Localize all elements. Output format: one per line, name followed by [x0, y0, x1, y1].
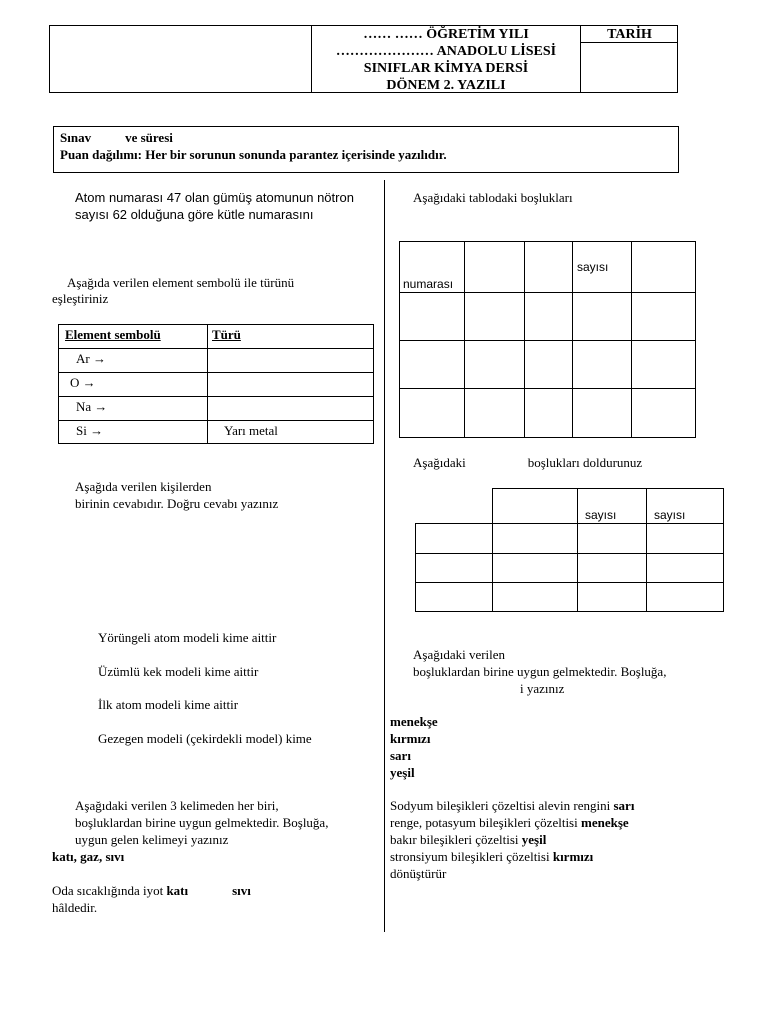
q4-end: hâldedir. [52, 900, 98, 915]
symbol-table-row-ar: Ar → [76, 351, 106, 366]
symbol-table-header-symbol: Element sembolü [65, 327, 161, 342]
q4-line3: uygun gelen kelimeyi yazınız [75, 832, 229, 847]
table1-row-line [399, 292, 696, 293]
symbol-table-col-divider [207, 324, 208, 444]
symbol-table-row-line [58, 396, 374, 397]
q4-line2: boşluklardan birine uygun gelmektedir. Boşluğa, [75, 815, 329, 830]
color-word-2: kırmızı [390, 731, 431, 746]
model-question-2: Üzümlü kek modeli kime aittir [98, 664, 259, 679]
header-school-line: ………………… ANADOLU LİSESİ [335, 44, 557, 59]
q4-sentence [52, 883, 251, 899]
header-course-line: SINIFLAR KİMYA DERSİ [363, 61, 529, 76]
exam-duration-line [60, 130, 173, 146]
table1-row-line [399, 388, 696, 389]
table2-row-line [415, 582, 724, 583]
table2-header-sayisi-2: sayısı [654, 508, 686, 522]
model-question-4: Gezegen modeli (çekirdekli model) kime [98, 731, 312, 746]
q3-line2: birinin cevabıdır. Doğru cevabı yazınız [75, 496, 279, 511]
header-title-block [312, 26, 580, 94]
flame-answer-menekse: menekşe [580, 815, 629, 830]
symbol-table-row-line [58, 372, 374, 373]
q7-line2: boşluklardan birine uygun gelmektedir. Boşluğa, [413, 664, 667, 679]
q4-sentence-start: Oda sıcaklığında iyot [52, 883, 164, 898]
q1-line1: Atom numarası 47 olan gümüş atomunun nötron [75, 190, 354, 205]
table2-body [415, 523, 724, 612]
q6-title-end: boşlukları doldurunuz [527, 455, 643, 470]
symbol-table-row-na: Na → [76, 399, 108, 414]
flame-sentence-1 [390, 798, 634, 814]
q2-line1: Aşağıda verilen element sembolü ile türünü [67, 275, 295, 290]
flame-sentence-1-text: Sodyum bileşikleri çözeltisi alevin rengini [390, 798, 611, 813]
flame-sentence-3-text: bakır bileşikleri çözeltisi [390, 832, 519, 847]
symbol-table-type-si: Yarı metal [224, 423, 278, 438]
flame-sentence-2 [390, 815, 629, 831]
flame-answer-sari: sarı [613, 798, 635, 813]
symbol-table-row-line [58, 348, 374, 349]
q6-title-start: Aşağıdaki [413, 455, 466, 470]
flame-sentence-2-text: renge, potasyum bileşikleri çözeltisi [390, 815, 578, 830]
table2-col-line [577, 488, 578, 612]
points-line: Puan dağılımı: Her bir sorunun sonunda parantez içerisinde yazılıdır. [60, 147, 447, 162]
flame-sentence-4-text: stronsiyum bileşikleri çözeltisi [390, 849, 550, 864]
color-word-1: menekşe [390, 714, 438, 729]
q6-title [413, 455, 642, 471]
date-label: TARİH [607, 27, 652, 42]
color-word-4: yeşil [390, 765, 415, 780]
q7-line1: Aşağıdaki verilen [413, 647, 506, 662]
table2-col-line [646, 488, 647, 612]
symbol-table-header-type: Türü [212, 327, 241, 342]
table1-row-line [399, 340, 696, 341]
q1-line2: sayısı 62 olduğuna göre kütle numarasını [75, 207, 314, 222]
symbol-table-row-o: O → [70, 375, 96, 390]
q7-line3: i yazınız [520, 681, 565, 696]
q4-word-1: katı [166, 883, 189, 898]
q4-word-2: sıvı [232, 883, 251, 898]
model-question-3: İlk atom modeli kime aittir [98, 697, 239, 712]
q4-line1: Aşağıdaki verilen 3 kelimeden her biri, [75, 798, 279, 813]
table2-header-sayisi-1: sayısı [585, 508, 617, 522]
q2-line2: eşleştiriniz [52, 291, 109, 306]
flame-sentence-5: dönüştürür [390, 866, 447, 881]
flame-answer-yesil: yeşil [521, 832, 547, 847]
table1-header-sayisi: sayısı [577, 260, 609, 274]
table2-row-line [415, 553, 724, 554]
flame-sentence-3 [390, 832, 546, 848]
symbol-table-row-line [58, 420, 374, 421]
flame-sentence-4 [390, 849, 593, 865]
exam-label: Sınav [60, 130, 92, 145]
exam-duration-label: ve süresi [125, 130, 173, 145]
q4-words: katı, gaz, sıvı [52, 849, 125, 864]
q3-line1: Aşağıda verilen kişilerden [75, 479, 212, 494]
color-word-3: sarı [390, 748, 411, 763]
symbol-table-row-si: Si → [76, 423, 104, 438]
table2-col-line [492, 523, 493, 612]
column-divider [384, 180, 385, 932]
flame-answer-kirmizi: kırmızı [552, 849, 594, 864]
table1-header-numarasi: numarası [403, 277, 454, 291]
header-year-line: …… …… ÖĞRETİM YILI [363, 27, 529, 42]
header-exam-line: DÖNEM 2. YAZILI [386, 78, 506, 93]
q5-title: Aşağıdaki tablodaki boşlukları [413, 190, 573, 205]
model-question-1: Yörüngeli atom modeli kime aittir [98, 630, 277, 645]
